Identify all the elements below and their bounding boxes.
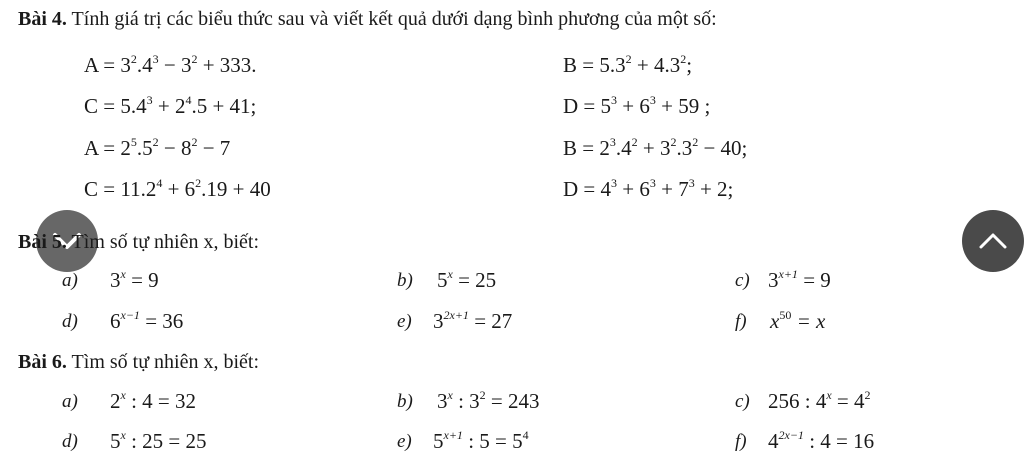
bai6-expr-d: 5$^x$ : 25 = 25 [110,428,207,453]
bai5-label-f: f) [735,311,747,332]
bai5-expr-b: $5^x = 25$ [437,267,497,292]
bai5-label-a: a) [62,270,78,291]
bai5-label-e: e) [397,311,412,332]
bai5-title: Bài 5. Tìm số tự nhiên x, biết: [18,231,260,253]
bai6-label-b: b) [397,391,413,412]
bai6-expr-b: 3$^x$ : $3^2 = 243$ [437,388,540,413]
scroll-up-button[interactable] [962,210,1024,272]
bai6-expr-f: $4^{2x-1}$ : 4 = 16 [768,428,875,453]
bai4-expr-3a: $A = 2^5.5^2 - 8^2 - 7$ [84,135,231,160]
bai6-expr-a: 2$^x$ : 4 = 32 [110,388,197,413]
bai4-expr-2a: $C = 5.4^3 + 2^4.5 + 41$; [84,93,257,118]
bai5-expr-a: $3^x = 9$ [110,267,159,292]
chevron-up-icon [977,227,1009,255]
bai6-label-f: f) [735,431,747,452]
bai5-label-b: b) [397,270,413,291]
bai4-expr-2b: $D = 5^3 + 6^3 + 59$ ; [563,93,711,118]
bai5-expr-f: $x^{50} = x$ [770,308,826,333]
bai6-label-e: e) [397,431,412,452]
bai4-expr-1b: $B = 5.3^2 + 4.3^2$; [563,52,693,77]
bai6-expr-c: 256 : $4^x = 4^2$ [768,388,871,413]
bai5-expr-c: $3^{x+1} = 9$ [768,267,831,292]
bai4-expr-4a: $C = 11.2^4 + 6^2.19 + 40$ [84,176,271,201]
bai4-expr-1a: $A = 3^2.4^3 - 3^2 + 333$. [84,52,257,77]
bai6-label-d: d) [62,431,78,452]
bai4-title: Bài 4. Tính giá trị các biểu thức sau và viết kết quả dưới dạng bình phương của một số: [18,8,717,30]
bai4-expr-3b: $B = 2^3.4^2 + 3^2.3^2 - 40$; [563,135,748,160]
bai4-expr-4b: $D = 4^3 + 6^3 + 7^3 + 2$; [563,176,734,201]
bai5-label-c: c) [735,270,750,291]
bai6-expr-e: $5^{x+1}$ : $5 = 5^4$ [433,428,529,453]
bai5-expr-e: $3^{2x+1} = 27$ [433,308,513,333]
bai6-label-a: a) [62,391,78,412]
bai5-label-d: d) [62,311,78,332]
bai6-title: Bài 6. Tìm số tự nhiên x, biết: [18,351,260,373]
bai5-expr-d: $6^{x-1} = 36$ [110,308,184,333]
bai6-label-c: c) [735,391,750,412]
